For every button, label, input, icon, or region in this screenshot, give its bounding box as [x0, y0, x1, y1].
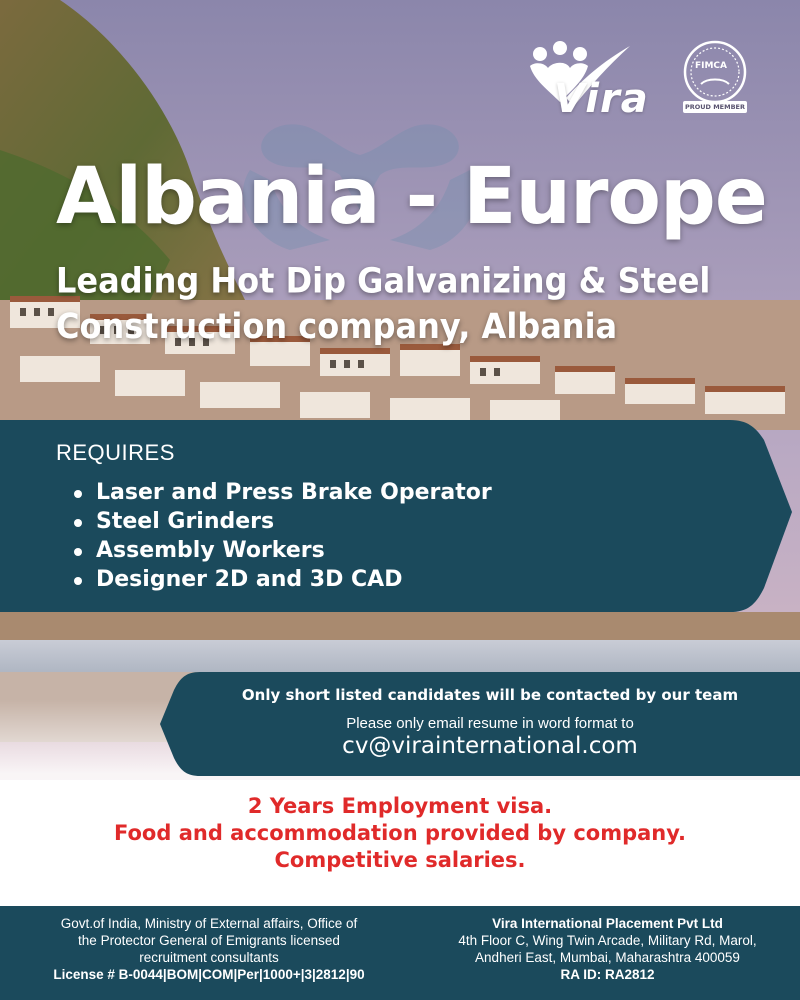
company-description [56, 258, 756, 349]
company-address-line: 4th Floor C, Wing Twin Arcade, Military Rd, Marol, [458, 933, 757, 948]
footer-company-info [420, 915, 795, 983]
license-text-line: Govt.of India, Ministry of External affairs, Office of [60, 916, 358, 931]
subtitle-line-2: Construction company, Albania [56, 305, 618, 347]
license-text-line: recruitment consultants [139, 950, 279, 965]
contact-email[interactable]: cv@virainternational.com [342, 733, 638, 759]
list-item: Laser and Press Brake Operator [74, 478, 492, 507]
benefit-item: 2 Years Employment visa. [247, 794, 553, 818]
company-name: Vira International Placement Pvt Ltd [492, 916, 723, 931]
footer-license-info [14, 915, 404, 983]
fimca-member-label: PROUD MEMBER [684, 103, 745, 111]
fimca-badge-icon [681, 38, 749, 106]
page-title: Albania - Europe [56, 152, 767, 242]
list-item: Designer 2D and 3D CAD [74, 565, 492, 594]
email-instruction: Please only email resume in word format to [346, 715, 634, 732]
license-number: License # B-0044|BOM|COM|Per|1000+|3|2812|90 [53, 967, 365, 982]
vira-logo-text: Vira [554, 76, 649, 122]
requires-label: REQUIRES [56, 440, 175, 465]
benefit-item: Food and accommodation provided by company. [114, 821, 686, 845]
list-item: Steel Grinders [74, 507, 492, 536]
list-item: Assembly Workers [74, 536, 492, 565]
fimca-badge-label: FIMCA [694, 61, 728, 71]
requirements-list [74, 478, 492, 594]
footer [0, 906, 800, 1000]
benefit-item: Competitive salaries. [274, 848, 526, 872]
license-text-line: the Protector General of Emigrants licensed [78, 933, 340, 948]
company-address-line: Andheri East, Mumbai, Maharashtra 400059 [475, 950, 740, 965]
benefits-block [0, 793, 800, 874]
subtitle-line-1: Leading Hot Dip Galvanizing & Steel [56, 260, 711, 302]
shortlist-note: Only short listed candidates will be contacted by our team [241, 686, 739, 704]
ra-id: RA ID: RA2812 [560, 967, 655, 982]
